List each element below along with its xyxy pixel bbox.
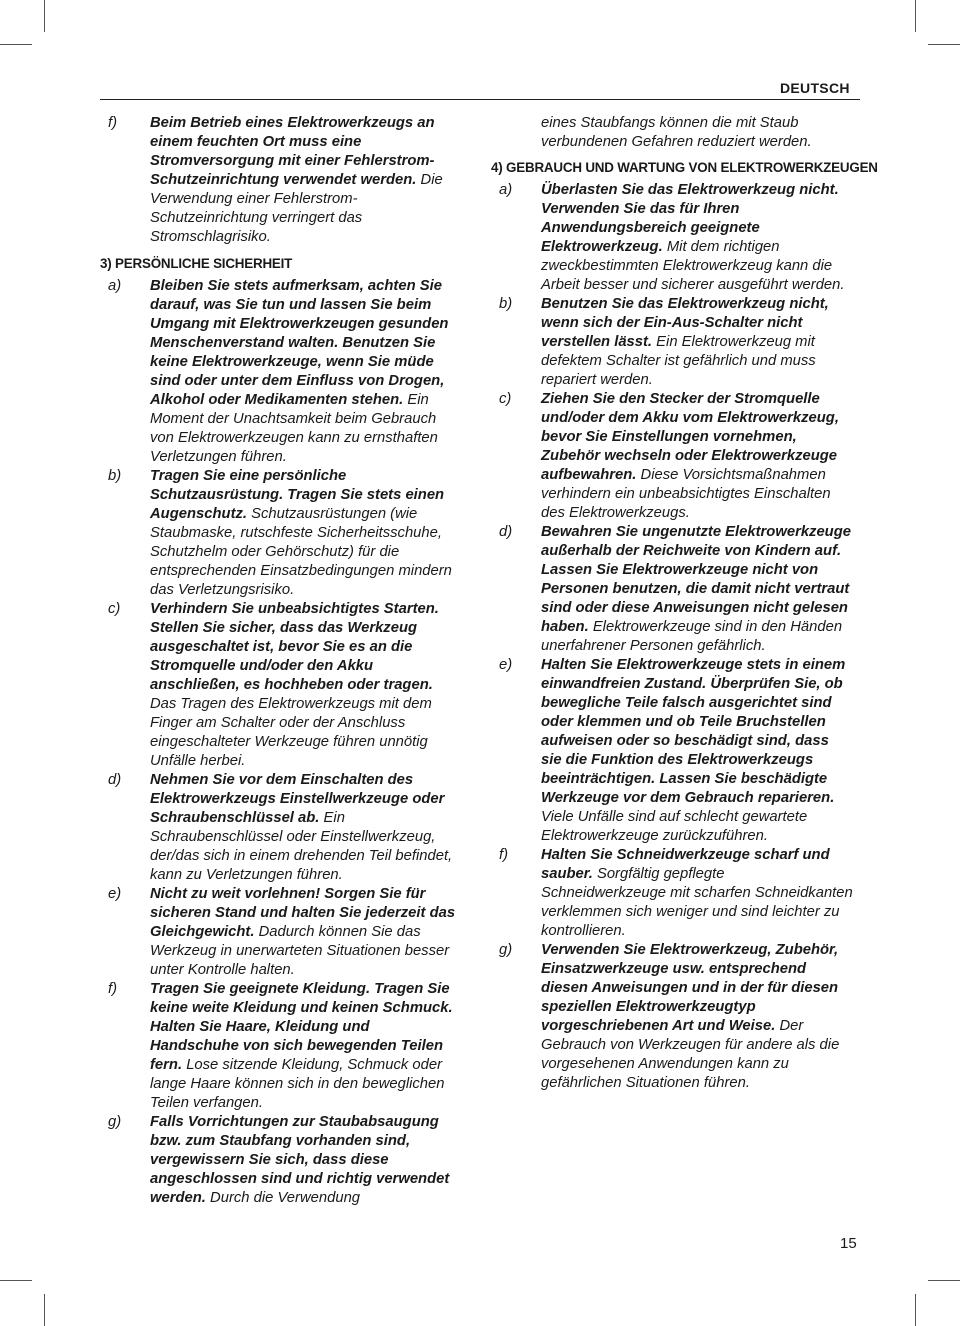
list-item xyxy=(100,467,462,600)
crop-mark xyxy=(44,1294,45,1326)
list-item xyxy=(491,181,853,295)
list-item xyxy=(100,114,462,247)
item-letter: f) xyxy=(108,981,118,997)
item-letter: b) xyxy=(108,468,122,484)
item-letter: f) xyxy=(108,115,118,131)
item-bold-text: Bleiben Sie stets aufmerksam, achten Sie darauf, was Sie tun und lassen Sie beim Umgang mit Elektrowerkzeugen gesunden Menschenverstand walten. Benutzen Sie keine Elektrowerkzeuge, wenn Sie müde sind oder unter dem Einfluss von Drogen, Alkohol oder Medikamenten stehen. xyxy=(150,278,449,408)
item-normal-text: Lose sitzende Kleidung, Schmuck oder lange Haare können sich in den beweglichen Teilen verfangen. xyxy=(150,1057,445,1111)
crop-mark xyxy=(0,44,32,45)
list-item xyxy=(491,846,853,941)
item-letter: c) xyxy=(499,391,512,407)
left-column xyxy=(100,114,462,1208)
item-letter: a) xyxy=(108,278,122,294)
item-letter: g) xyxy=(499,942,513,958)
item-letter: g) xyxy=(108,1114,122,1130)
section-heading: 4) GEBRAUCH UND WARTUNG VON ELEKTROWERKZEUGEN xyxy=(491,160,878,175)
crop-mark xyxy=(0,1280,32,1281)
list-item xyxy=(491,390,853,523)
list-item xyxy=(491,295,853,390)
list-item xyxy=(100,885,462,980)
item-letter: a) xyxy=(499,182,513,198)
item-bold-text: Nicht zu weit vorlehnen! Sorgen Sie für sicheren Stand und halten Sie jederzeit das Gleichgewicht. xyxy=(150,886,456,940)
crop-mark xyxy=(44,0,45,32)
list-item xyxy=(491,523,853,656)
item-bold-text: Halten Sie Schneidwerkzeuge scharf und sauber. xyxy=(541,847,830,882)
item-normal-text: Dadurch können Sie das Werkzeug in unerwarteten Situationen besser unter Kontrolle halten. xyxy=(150,924,450,978)
item-normal-text: Die Verwendung einer Fehlerstrom-Schutzeinrichtung verringert das Stromschlagrisiko. xyxy=(150,172,443,245)
list-item xyxy=(100,277,462,467)
item-bold-text: Verhindern Sie unbeabsichtigtes Starten. Stellen Sie sicher, dass das Werkzeug ausgeschaltet ist, bevor Sie es an die Stromquelle und/oder den Akku anschließen, es hochheben oder tragen. xyxy=(150,601,439,693)
crop-mark xyxy=(928,44,960,45)
item-bold-text: Ziehen Sie den Stecker der Stromquelle und/oder dem Akku vom Elektrowerkzeug, bevor Sie Einstellungen vornehmen, Zubehör wechseln oder Elektrowerkzeuge aufbewahren. xyxy=(541,391,839,483)
item-bold-text: Verwenden Sie Elektrowerkzeug, Zubehör, Einsatzwerkzeuge usw. entsprechend diesen Anweisungen und in der für diesen speziellen Elektrowerkzeugtyp vorgeschriebenen Art und Weise. xyxy=(541,942,839,1034)
right-column xyxy=(491,114,878,1093)
item-normal-text: Ein Moment der Unachtsamkeit beim Gebrauch von Elektrowerkzeugen kann zu ernsthaften Verletzungen führen. xyxy=(150,392,438,465)
list-item xyxy=(491,656,853,846)
item-bold-text: Tragen Sie geeignete Kleidung. Tragen Sie keine weite Kleidung und keinen Schmuck. Halten Sie Haare, Kleidung und Handschuhe von sich bewegenden Teilen fern. xyxy=(150,981,453,1073)
item-normal-text: Ein Schraubenschlüssel oder Einstellwerkzeug, der/das sich in einem drehenden Teil befindet, kann zu Verletzungen führen. xyxy=(150,810,453,883)
item-bold-text: Beim Betrieb eines Elektrowerkzeugs an einem feuchten Ort muss eine Stromversorgung mit einer Fehlerstrom-Schutzeinrichtung verwendet werden. xyxy=(150,115,435,188)
item-normal-text: Das Tragen des Elektrowerkzeugs mit dem Finger am Schalter oder der Anschluss eingeschalteter Werkzeuge führen unnötig Unfälle herbei. xyxy=(150,696,432,769)
item-bold-text: Nehmen Sie vor dem Einschalten des Elektrowerkzeugs Einstellwerkzeuge oder Schraubenschlüssel ab. xyxy=(150,772,445,826)
item-normal-text: Diese Vorsichtsmaßnahmen verhindern ein unbeabsichtigtes Einschalten des Elektrowerkzeugs. xyxy=(541,467,831,521)
item-letter: d) xyxy=(499,524,513,540)
continuation-text xyxy=(491,114,853,152)
item-normal-text: Sorgfältig gepflegte Schneidwerkzeuge mit scharfen Schneidkanten verklemmen sich weniger und sind leichter zu kontrollieren. xyxy=(541,866,853,939)
list-item xyxy=(491,941,853,1093)
item-normal-text: Elektrowerkzeuge sind in den Händen unerfahrener Personen gefährlich. xyxy=(541,619,843,654)
header-rule xyxy=(100,99,860,100)
page-number: 15 xyxy=(840,1235,857,1252)
list-item xyxy=(100,980,462,1113)
item-bold-text: Halten Sie Elektrowerkzeuge stets in einem einwandfreien Zustand. Überprüfen Sie, ob bewegliche Teile falsch ausgerichtet sind oder klemmen und ob Teile Bruchstellen aufweisen oder so beschädigt sind, dass sie die Funktion des Elektrowerkzeugs beeinträchtigen. Lassen Sie beschädigte Werkzeuge vor dem Gebrauch reparieren. xyxy=(541,657,846,806)
item-bold-text: Überlasten Sie das Elektrowerkzeug nicht. Verwenden Sie das für Ihren Anwendungsbereich geeignete Elektrowerkzeug. xyxy=(541,182,839,255)
item-letter: f) xyxy=(499,847,509,863)
item-normal-text: Ein Elektrowerkzeug mit defektem Schalter ist gefährlich und muss repariert werden. xyxy=(541,334,816,388)
item-letter: c) xyxy=(108,601,121,617)
item-letter: b) xyxy=(499,296,513,312)
item-letter: e) xyxy=(108,886,122,902)
list-item xyxy=(100,1113,462,1208)
item-normal-text: Der Gebrauch von Werkzeugen für andere als die vorgesehenen Anwendungen kann zu gefährlichen Situationen führen. xyxy=(541,1018,840,1091)
item-normal-text: Viele Unfälle sind auf schlecht gewartete Elektrowerkzeuge zurückzuführen. xyxy=(541,809,808,844)
crop-mark xyxy=(928,1280,960,1281)
item-normal-text: Mit dem richtigen zweckbestimmten Elektrowerkzeug kann die Arbeit besser und sicherer ausgeführt werden. xyxy=(541,239,845,293)
item-normal-text: Durch die Verwendung xyxy=(210,1190,361,1206)
crop-mark xyxy=(915,0,916,32)
crop-mark xyxy=(915,1294,916,1326)
item-bold-text: Benutzen Sie das Elektrowerkzeug nicht, wenn sich der Ein-Aus-Schalter nicht verstellen lässt. xyxy=(541,296,829,350)
item-letter: d) xyxy=(108,772,122,788)
list-item xyxy=(100,600,462,771)
item-bold-text: Bewahren Sie ungenutzte Elektrowerkzeuge außerhalb der Reichweite von Kindern auf. Lassen Sie Elektrowerkzeuge nicht von Personen benutzen, die damit nicht vertraut sind oder diese Anweisungen nicht gelesen haben. xyxy=(541,524,851,635)
section-heading: 3) PERSÖNLICHE SICHERHEIT xyxy=(100,256,293,271)
item-normal-text: Schutzausrüstungen (wie Staubmaske, rutschfeste Sicherheitsschuhe, Schutzhelm oder Gehörschutz) für die entsprechenden Einsatzbedingungen mindern das Verletzungsrisiko. xyxy=(150,506,452,598)
language-label: DEUTSCH xyxy=(780,80,850,96)
item-bold-text: Falls Vorrichtungen zur Staubabsaugung bzw. zum Staubfang vorhanden sind, vergewissern Sie sich, dass diese angeschlossen sind und richtig verwendet werden. xyxy=(150,1114,450,1206)
item-normal-text: eines Staubfangs können die mit Staub verbundenen Gefahren reduziert werden. xyxy=(541,115,812,150)
item-bold-text: Tragen Sie eine persönliche Schutzausrüstung. Tragen Sie stets einen Augenschutz. xyxy=(150,468,445,522)
list-item xyxy=(100,771,462,885)
item-letter: e) xyxy=(499,657,513,673)
